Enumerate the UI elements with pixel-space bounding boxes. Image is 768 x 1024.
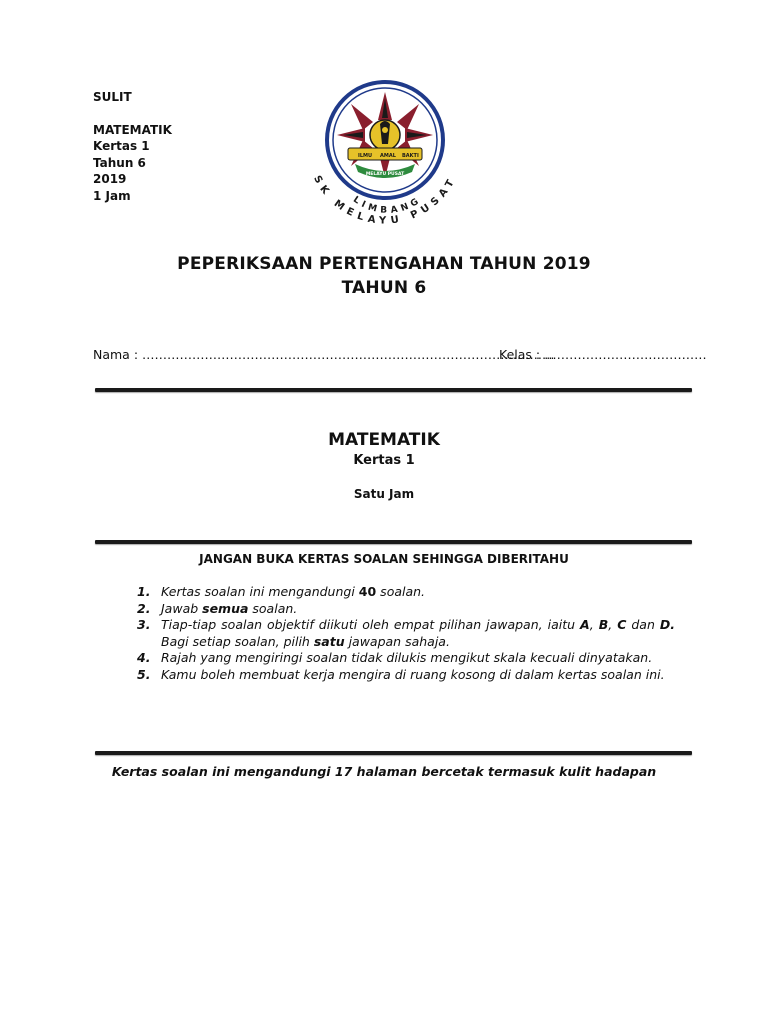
school-logo (300, 78, 470, 238)
instruction-emphasis: satu (313, 633, 345, 649)
banner-mid-text: AMAL (380, 153, 396, 159)
option-c: C (617, 617, 627, 632)
option-a: A (580, 617, 590, 632)
paper-label: Kertas 1 (93, 139, 150, 153)
page-count-note: Kertas soalan ini mengandungi 17 halaman bercetak termasuk kulit hadapan (111, 764, 657, 779)
instruction-item (137, 617, 675, 650)
instruction-text: Kertas soalan ini mengandungi (161, 584, 359, 599)
instruction-text: dan (626, 617, 660, 632)
banner-left-text: ILMU (358, 153, 373, 159)
instruction-number: 5. (137, 666, 151, 682)
exam-year-level: TAHUN 6 (341, 278, 427, 298)
subject-label: MATEMATIK (93, 122, 172, 137)
logo-arc-top: SK MELAYU PUSAT (311, 173, 459, 227)
instruction-number: 1. (137, 584, 151, 599)
year-label: 2019 (93, 172, 127, 186)
instruction-text: Jawab (161, 600, 203, 616)
school-crest-icon (300, 78, 470, 238)
name-field[interactable]: Nama : ……………………………………………………………………………………… (93, 347, 555, 362)
instruction-text: soalan. (376, 584, 426, 599)
instruction-text: Kamu boleh membuat kerja mengira di ruang kosong di dalam kertas soalan ini. (161, 666, 665, 682)
instructions-list (137, 584, 675, 683)
duration-title: Satu Jam (353, 487, 415, 501)
instruction-text: jawapan sahaja. (344, 633, 450, 649)
classification-label: SULIT (93, 90, 132, 104)
class-field[interactable]: Kelas : ………………………………… (499, 347, 707, 362)
instruction-emphasis: semua (202, 600, 249, 616)
exam-title: PEPERIKSAAN PERTENGAHAN TAHUN 2019 (177, 254, 591, 274)
instruction-number: 4. (137, 650, 151, 665)
instruction-number: 2. (137, 600, 151, 616)
instruction-text: Rajah yang mengiringi soalan tidak dilukis mengikut skala kecuali dinyatakan. (161, 650, 653, 665)
instructions-heading: JANGAN BUKA KERTAS SOALAN SEHINGGA DIBERITAHU (199, 552, 569, 566)
instruction-text: , (589, 617, 599, 632)
option-d: D. (659, 617, 675, 632)
instruction-item (137, 601, 675, 618)
paper-title: Kertas 1 (353, 453, 415, 468)
divider-bottom (95, 751, 692, 755)
duration-label: 1 Jam (93, 188, 131, 203)
instruction-item (137, 667, 675, 684)
option-b: B (598, 617, 609, 632)
header-info (93, 89, 172, 204)
instruction-item (137, 584, 675, 601)
instruction-emphasis: 40 (358, 584, 377, 599)
logo-lower-text: MELAYU PUSAT (365, 172, 405, 177)
instruction-item (137, 650, 675, 667)
banner-right-text: BAKTI (402, 153, 419, 159)
divider-top (95, 388, 692, 392)
year-level-label: Tahun 6 (93, 155, 146, 170)
instruction-number: 3. (137, 617, 151, 632)
logo-arc-bottom: LIMBANG (351, 194, 424, 216)
instruction-text: , (608, 617, 618, 632)
divider-middle (95, 540, 692, 544)
instruction-text: soalan. (248, 600, 298, 616)
subject-title: MATEMATIK (328, 430, 440, 450)
instruction-text: Bagi setiap soalan, pilih (161, 633, 314, 649)
instruction-text: Tiap-tiap soalan objektif diikuti oleh empat pilihan jawapan, iaitu (161, 617, 581, 632)
